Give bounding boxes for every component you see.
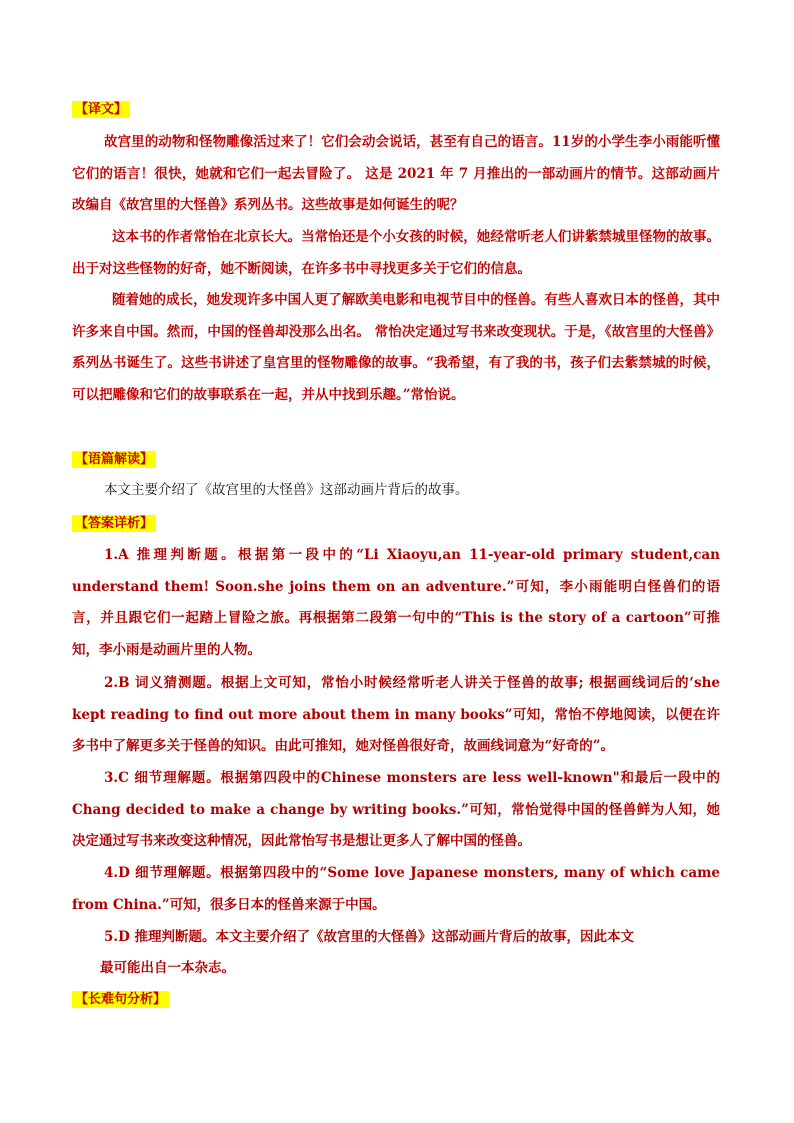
answer-heading: 【答案详析】 xyxy=(72,515,156,532)
translation-heading: 【译文】 xyxy=(72,101,130,118)
translation-paragraph: 故宫里的动物和怪物雕像活过来了！它们会动会说话，甚至有自己的语言。11岁的小学生李小雨能听懂它们的语言！很快，她就和它们一起去冒险了。 这是 2021 年 7 月推出的一部动画片的情节。这部动画片改编自《故宫里的大怪兽》系列丛书。这些故事是如何诞生的呢？ xyxy=(72,134,720,213)
long-sentence-heading: 【长难句分析】 xyxy=(72,991,169,1008)
translation-paragraph: 这本书的作者常怡在北京长大。当常怡还是个小女孩的时候，她经常听老人们讲紫禁城里怪物的故事。出于对这些怪物的好奇，她不断阅读，在许多书中寻找更多关于它们的信息。 xyxy=(72,229,720,277)
answer-item: 4.D 细节理解题。根据第四段中的“Some love Japanese monsters, many of which came from China.”可知，很多日本的怪兽来源于中国。 xyxy=(72,865,720,913)
answer-item: 5.D 推理判断题。本文主要介绍了《故宫里的大怪兽》这部动画片背后的故事，因此本文 xyxy=(104,929,634,945)
reading-heading: 【语篇解读】 xyxy=(72,451,156,468)
answer-item: 1.A 推理判断题。根据第一段中的“Li Xiaoyu,an 11-year-old primary student,can understand them! Soon.she joins them on an adventure.”可知，李小雨能明白怪兽们的语言，并且跟它们一起踏上冒险之旅。再根据第二段第一句中的“This is the story of a cartoon”可推知，李小雨是动画片里的人物。 xyxy=(72,547,720,658)
answer-item: 3.C 细节理解题。根据第四段中的Chinese monsters are less well-known"和最后一段中的Chang decided to make a change by writing books.”可知，常怡觉得中国的怪兽鲜为人知，她决定通过写书来改变这种情况，因此常怡写书是想让更多人了解中国的怪兽。 xyxy=(72,770,720,849)
answer-item: 2.B 词义猜测题。根据上文可知，常怡小时候经常听老人讲关于怪兽的故事; 根据画线词后的‘she kept reading to find out more about them in many books”可知，常怡不停地阅读，以便在许多书中了解更多关于怪兽的知识。由此可推知，她对怪兽很好奇，故画线词意为“好奇的”。 xyxy=(72,675,720,754)
answer-item-continuation: 最可能出自一本杂志。 xyxy=(100,960,235,976)
reading-text: 本文主要介绍了《故宫里的大怪兽》这部动画片背后的故事。 xyxy=(104,482,469,498)
translation-paragraph: 随着她的成长，她发现许多中国人更了解欧美电影和电视节目中的怪兽。有些人喜欢日本的怪兽，其中许多来自中国。然而，中国的怪兽却没那么出名。 常怡决定通过写书来改变现状。于是，《故宫里的大怪兽》系列丛书诞生了。这些书讲述了皇宫里的怪物雕像的故事。“我希望，有了我的书，孩子们去紫禁城的时候，可以把雕像和它们的故事联系在一起，并从中找到乐趣。”常怡说。 xyxy=(72,292,720,403)
